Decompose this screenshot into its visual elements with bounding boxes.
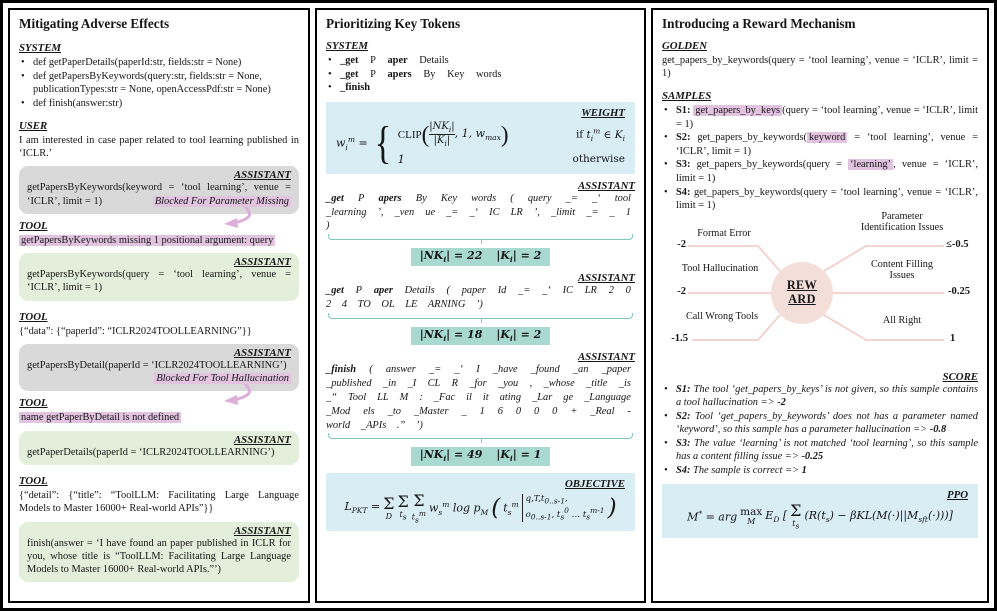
underbrace — [328, 234, 633, 240]
assistant-bubble-correct-call — [19, 253, 299, 301]
token-row: • _get P aper Details — [326, 54, 635, 68]
tool-output: {“data”: {“paperId”: “ICLR2024TOOLLEARNING”}} — [19, 325, 252, 337]
sample-item: • S1: get_papers_by_keys (query = ‘tool learning’, venue = ‘ICLR’, limit = 1) — [662, 104, 978, 131]
reward-value: -2 — [677, 238, 686, 250]
reward-label: Content Filling Issues — [871, 258, 933, 281]
tool-section — [19, 220, 299, 247]
score-list — [662, 383, 978, 478]
blocked-note: Blocked For Tool Hallucination — [156, 373, 289, 385]
assistant-label: ASSISTANT — [577, 179, 635, 192]
hallucination-highlight: keyword — [808, 132, 846, 144]
reward-value: -2 — [677, 285, 686, 297]
reward-label: All Right — [882, 314, 922, 326]
fraction: $\frac{|NK_i|}{|K_i|}$ — [429, 120, 455, 149]
assistant-bubble-finish — [19, 522, 299, 583]
samples-label: SAMPLES — [662, 90, 712, 103]
tool-error-output: name getPaperByDetail is not defined — [21, 412, 180, 424]
system-function-list — [19, 56, 299, 110]
panel-title: Prioritizing Key Tokens — [326, 16, 461, 31]
tool-label: TOOL — [19, 310, 48, 323]
weight-formula: $w_i^m$ = { CLIP ( $\frac{|NK_i|}{|K_i|}$ , 1, $w_{max}$ ) if $t_i^m$ ∈ $K_i$ 1 otherwise — [336, 116, 625, 168]
weight-box — [326, 102, 635, 174]
tool-label: TOOL — [19, 474, 48, 487]
reward-value: ≤-0.5 — [946, 238, 969, 250]
samples-section — [662, 86, 978, 212]
sigma: Σ $t_s$ — [397, 492, 409, 523]
token-count-box: $|NK_i| = 18$ $|K_i| = 2$ — [411, 327, 551, 345]
tool-label: TOOL — [19, 219, 48, 232]
assistant-code: finish(answer = ‘I have found an paper published in ICLR for you, whose title is “ToolLLM: Facilitating Large Language Models to Master 16000+ Real-world APIs.”’) — [27, 537, 291, 576]
score-label: SCORE — [942, 370, 978, 383]
assistant-code: getPapersByKeywords(keyword = ‘tool learning’, venue = ‘ICLR’, limit = 1) — [27, 182, 291, 207]
tool-error-output: getPapersByKeywords missing 1 positional argument: query — [21, 234, 274, 246]
panel-title: Introducing a Reward Mechanism — [662, 16, 856, 31]
token-count-box: $|NK_i| = 22$ $|K_i| = 2$ — [411, 248, 551, 266]
assistant-bubble-blocked-hallucination — [19, 344, 299, 391]
hallucination-highlight: get_papers_by_keys — [695, 105, 781, 117]
assistant-label: ASSISTANT — [233, 169, 291, 182]
sample-item: • S4: get_papers_by_keywords(query = ‘tool learning’, venue = ‘ICLR’, limit = 1) — [662, 186, 978, 213]
reward-label: Format Error — [697, 227, 751, 239]
score-section — [662, 371, 978, 478]
system-label: SYSTEM — [326, 40, 369, 52]
panel-prioritizing-key-tokens — [315, 8, 646, 603]
assistant-tokenized-1 — [326, 180, 635, 267]
assistant-code: getPapersByDetail(paperId = ‘ICLR2024TOOLLEARNING’) — [27, 359, 287, 371]
reward-label: Tool Hallucination — [681, 262, 759, 274]
tool-label: TOOL — [19, 397, 48, 410]
conditioning-terms: $q,T,t_{0..s-1}$, $o_{0..s-1}$, $t_s^0$ … $t_s^{m-1}$ — [522, 494, 605, 522]
panel-title: Mitigating Adverse Effects — [19, 16, 170, 31]
weight-lhs: $w_i^m$ = — [336, 134, 368, 152]
blocked-arrow-icon — [219, 384, 253, 406]
ppo-label: PPO — [947, 489, 968, 502]
assistant-label: ASSISTANT — [233, 346, 291, 359]
reward-label: Call Wrong Tools — [685, 310, 759, 322]
sample-item: • S2: get_papers_by_keywords( keyword = ‘tool learning’, venue = ‘ICLR’, limit = 1) — [662, 131, 978, 158]
golden-label: GOLDEN — [662, 40, 707, 52]
reward-diagram — [662, 210, 978, 371]
reward-value: 1 — [950, 332, 956, 344]
sigma: Σ $t_s$ — [790, 501, 802, 531]
system-item: • def getPaperDetails(paperId:str, fields:str = None) — [19, 56, 299, 70]
objective-formula: $L_{PKT}$ = Σ D Σ $t_s$ Σ $t_s^m$ $w_s^m$ $\log p_M$ ( $t_s^m$ $q,T,t_{0..s-1}$, $o_{0..s-1}$, $t_s^0$ … $t_s^{m-1}$ ) — [344, 490, 617, 524]
weight-label: WEIGHT — [581, 106, 625, 119]
sample-item: • S3: get_papers_by_keywords(query = ‘learning’ , venue = ‘ICLR’, limit = 1) — [662, 158, 978, 185]
tool-section — [19, 471, 299, 516]
sigma: Σ $t_s^m$ — [411, 490, 426, 524]
score-item: • S3: The value ‘learning’ is not matched ‘tool learning’, so this sample has a content filling issue => -0.25 — [662, 437, 978, 464]
user-section — [19, 116, 299, 160]
assistant-label: ASSISTANT — [233, 256, 291, 269]
system-section — [19, 38, 299, 110]
golden-call: get_papers_by_keywords(query = ‘tool learning’, venue = ‘ICLR’, limit = 1) — [662, 55, 978, 80]
system-item: • def finish(answer:str) — [19, 97, 299, 111]
objective-box — [326, 473, 635, 532]
tool-section — [19, 307, 299, 338]
golden-section — [662, 36, 978, 80]
assistant-bubble-blocked-parameter — [19, 166, 299, 213]
user-text: I am interested in case paper related to tool learning published in ‘ICLR.’ — [19, 135, 299, 160]
token-line: _get P apers By Key words ( query _= _‘ tool _learning ’, _ven ue _= _‘ IC LR ’, _limit _= _ 1 ) — [326, 192, 631, 232]
tool-output: {“detail”: {“title”: “ToolLLM: Facilitating Large Language Models to Master 16000+ Real-world APIs”}} — [19, 489, 299, 515]
token-row: • _finish — [326, 81, 635, 95]
underbrace — [328, 433, 633, 439]
score-item: • S4: The sample is correct => 1 — [662, 464, 978, 478]
sigma: Σ D — [383, 493, 395, 521]
system-tokens-section — [326, 36, 635, 95]
assistant-label: ASSISTANT — [233, 433, 291, 446]
clip-op: CLIP — [397, 128, 422, 141]
score-item: • S1: The tool ‘get_papers_by_keys’ is not given, so this sample contains a tool hallucination => -2 — [662, 383, 978, 410]
sample-list — [662, 104, 978, 212]
assistant-label: ASSISTANT — [233, 524, 291, 537]
hallucination-highlight: ‘learning’ — [850, 159, 892, 171]
token-row: • _get P apers By Key words — [326, 68, 635, 82]
token-line: _finish ( answer _= _‘ I _have _found _an _paper _published _in _I CL R _for _you , _whose _title _is _“ Tool LL M : _Fac il it ating _Lar ge _Language _Mod els _to _Master _ 1 6 0 0 0 + _Real - world _APIs .” ’) — [326, 364, 631, 431]
tool-section — [19, 397, 299, 424]
token-count-box: $|NK_i| = 49$ $|K_i| = 1$ — [411, 447, 551, 465]
system-label: SYSTEM — [19, 42, 62, 54]
system-token-list — [326, 54, 635, 95]
assistant-code: getPapersByKeywords(query = ‘tool learning’, venue = ‘ICLR’, limit = 1) — [27, 269, 291, 294]
system-item: • def getPapersByKeywords(query:str, fields:str = None, publicationTypes:str = None, openAccessPdf:str = None) — [19, 70, 299, 97]
assistant-code: getPaperDetails(paperId = ‘ICLR2024TOOLLEARNING’) — [27, 446, 275, 458]
panel-reward-mechanism — [651, 8, 989, 603]
reward-label: Parameter Identification Issues — [860, 210, 944, 233]
ppo-formula: M* = arg max M $E_D$ [ Σ $t_s$ $(R(t_s) - \beta KL(M(\cdot)||M_{sft}(\cdot)))$] — [687, 501, 953, 531]
score-item: • S2: Tool ‘get_papers_by_keywords’ does not has a parameter named ‘keyword’, so this sample has a parameter hallucination => -0.8 — [662, 410, 978, 437]
blocked-arrow-icon — [219, 207, 253, 229]
assistant-bubble-details-call — [19, 431, 299, 465]
argmax: max M — [740, 506, 763, 526]
panel-mitigating-adverse-effects — [8, 8, 310, 603]
cases-brace: { — [374, 116, 392, 168]
blocked-note: Blocked For Parameter Missing — [154, 195, 289, 207]
assistant-tokenized-3 — [326, 351, 635, 465]
reward-circle: REW ARD — [771, 262, 833, 324]
assistant-label: ASSISTANT — [577, 351, 635, 364]
reward-value: -1.5 — [671, 332, 688, 344]
objective-label: OBJECTIVE — [565, 477, 625, 490]
reward-value: -0.25 — [948, 285, 971, 297]
underbrace — [328, 313, 633, 319]
user-label: USER — [19, 120, 48, 133]
token-line: _get P aper Details ( paper Id _= _‘ IC LR 2 0 2 4 TO OL LE ARNING ’) — [326, 285, 631, 311]
assistant-tokenized-2 — [326, 272, 635, 345]
ppo-box — [662, 484, 978, 538]
assistant-label: ASSISTANT — [577, 272, 635, 285]
